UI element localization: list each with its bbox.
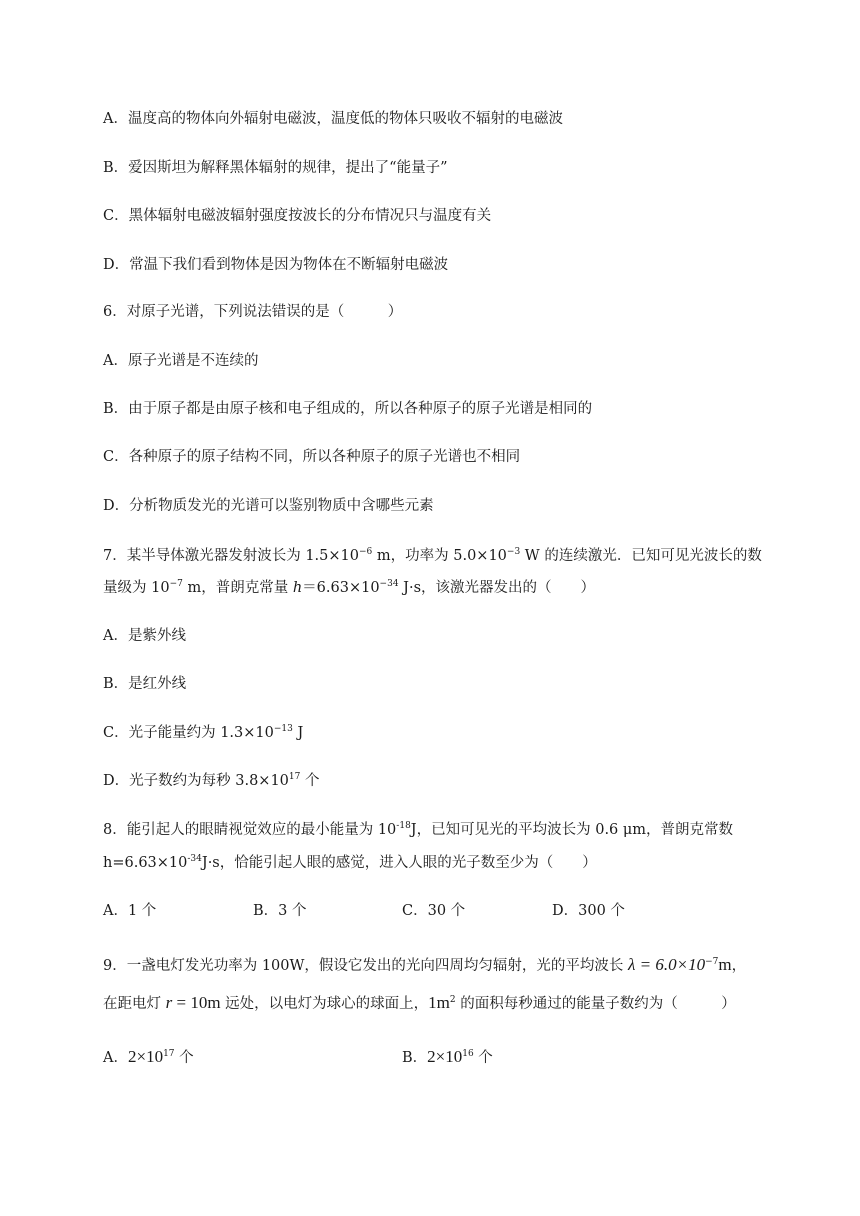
- q7-option-b: B．是红外线: [103, 676, 187, 692]
- q7-option-d-exponent: 17: [288, 772, 301, 782]
- q6-option-d: D．分析物质发光的光谱可以鉴别物质中含哪些元素: [103, 498, 434, 514]
- q9-option-a-value: 2×10: [127, 1047, 164, 1066]
- q8-stem-line-2: [103, 853, 597, 873]
- q9-stem-line-1: [103, 955, 746, 976]
- q8-text: J·s，恰能引起人眼的感觉，进入人眼的光子数至少为（ ）: [201, 855, 597, 871]
- q9-option-b-unit: 个: [473, 1050, 493, 1066]
- q8-text: 8．能引起人的眼睛视觉效应的最小能量为 10: [103, 822, 397, 838]
- wavelength-formula: λ = 6.0×10: [628, 955, 706, 974]
- q9-stem-line-2: [103, 993, 736, 1014]
- q7-option-c-text: C．光子能量约为 1.3×10: [103, 725, 274, 741]
- q9-text: ，: [731, 958, 747, 974]
- wavelength-unit: m: [718, 955, 732, 974]
- q8-option-a: A．1 个: [103, 903, 157, 919]
- q7-text: 量级为 10: [103, 580, 170, 596]
- q9-text: 远处，以电灯为球心的球面上，: [220, 996, 429, 1012]
- q9-option-a-label: A．: [103, 1050, 128, 1066]
- q9-option-a-unit: 个: [174, 1050, 194, 1066]
- q9-option-a-exponent: 17: [163, 1049, 175, 1059]
- q7-exponent: −34: [379, 579, 399, 589]
- q9-option-b: [402, 1047, 493, 1068]
- q5-option-b: B．爱因斯坦为解释黑体辐射的规律，提出了“能量子”: [103, 160, 448, 176]
- q7-text: ＝6.63×10: [302, 580, 380, 596]
- q9-text: 9．一盏电灯发光功率为 100W，假设它发出的光向四周均匀辐射，光的平均波长: [103, 958, 629, 974]
- area-value: 1m: [428, 993, 450, 1012]
- q7-exponent: −6: [359, 547, 373, 557]
- q7-stem-line-1: [103, 546, 762, 566]
- area-exponent: 2: [449, 995, 456, 1005]
- q6-option-c: C．各种原子的原子结构不同，所以各种原子的原子光谱也不相同: [103, 449, 521, 465]
- q9-option-a: [103, 1047, 194, 1068]
- q7-option-d-unit: 个: [300, 773, 320, 789]
- q9-option-b-value: 2×10: [427, 1047, 463, 1066]
- q7-option-c-unit: J: [292, 725, 304, 741]
- q6-option-b: B．由于原子都是由原子核和电子组成的，所以各种原子的原子光谱是相同的: [103, 401, 593, 417]
- q9-text: 在距电灯: [103, 996, 166, 1012]
- q8-option-d: D．300 个: [552, 903, 625, 919]
- q7-text: W 的连续激光．已知可见光波长的数: [520, 548, 762, 564]
- q6-stem: 6．对原子光谱，下列说法错误的是（ ）: [103, 304, 403, 320]
- q7-text: m，功率为 5.0×10: [372, 548, 507, 564]
- q8-option-c: C．30 个: [402, 903, 466, 919]
- q6-option-a: A．原子光谱是不连续的: [103, 353, 259, 369]
- q7-exponent: −3: [506, 547, 521, 557]
- wavelength-exponent: −7: [705, 957, 719, 967]
- q8-option-b: B．3 个: [253, 903, 307, 919]
- planck-symbol: h: [292, 580, 303, 596]
- q7-text: 7．某半导体激光器发射波长为 1.5×10: [103, 548, 359, 564]
- q9-option-b-label: B．: [402, 1050, 428, 1066]
- q5-option-d: D．常温下我们看到物体是因为物体在不断辐射电磁波: [103, 257, 449, 273]
- q7-text: J·s，该激光器发出的（ ）: [398, 580, 596, 596]
- q7-option-a: A．是紫外线: [103, 628, 186, 644]
- q7-exponent: −7: [169, 579, 183, 589]
- q9-text: 的面积每秒通过的能量子数约为（ ）: [455, 996, 736, 1012]
- q7-option-c-exponent: −13: [273, 724, 293, 734]
- distance-value: = 10m: [172, 993, 221, 1012]
- q8-exponent: -34: [187, 854, 202, 864]
- q8-stem-line-1: [103, 820, 733, 840]
- q8-text: h=6.63×10: [103, 855, 188, 871]
- q7-option-d: [103, 771, 319, 791]
- q9-option-b-exponent: 16: [462, 1049, 474, 1059]
- q7-stem-line-2: [103, 578, 595, 598]
- q7-text: m，普朗克常量: [182, 580, 293, 596]
- q5-option-a: A．温度高的物体向外辐射电磁波，温度低的物体只吸收不辐射的电磁波: [103, 111, 563, 127]
- q8-exponent: -18: [396, 821, 411, 831]
- q7-option-d-text: D．光子数约为每秒 3.8×10: [103, 773, 289, 789]
- q5-option-c: C．黑体辐射电磁波辐射强度按波长的分布情况只与温度有关: [103, 208, 492, 224]
- q8-text: J，已知可见光的平均波长为 0.6 μm，普朗克常数: [410, 822, 734, 838]
- q7-option-c: [103, 723, 303, 743]
- distance-variable: r: [165, 993, 173, 1012]
